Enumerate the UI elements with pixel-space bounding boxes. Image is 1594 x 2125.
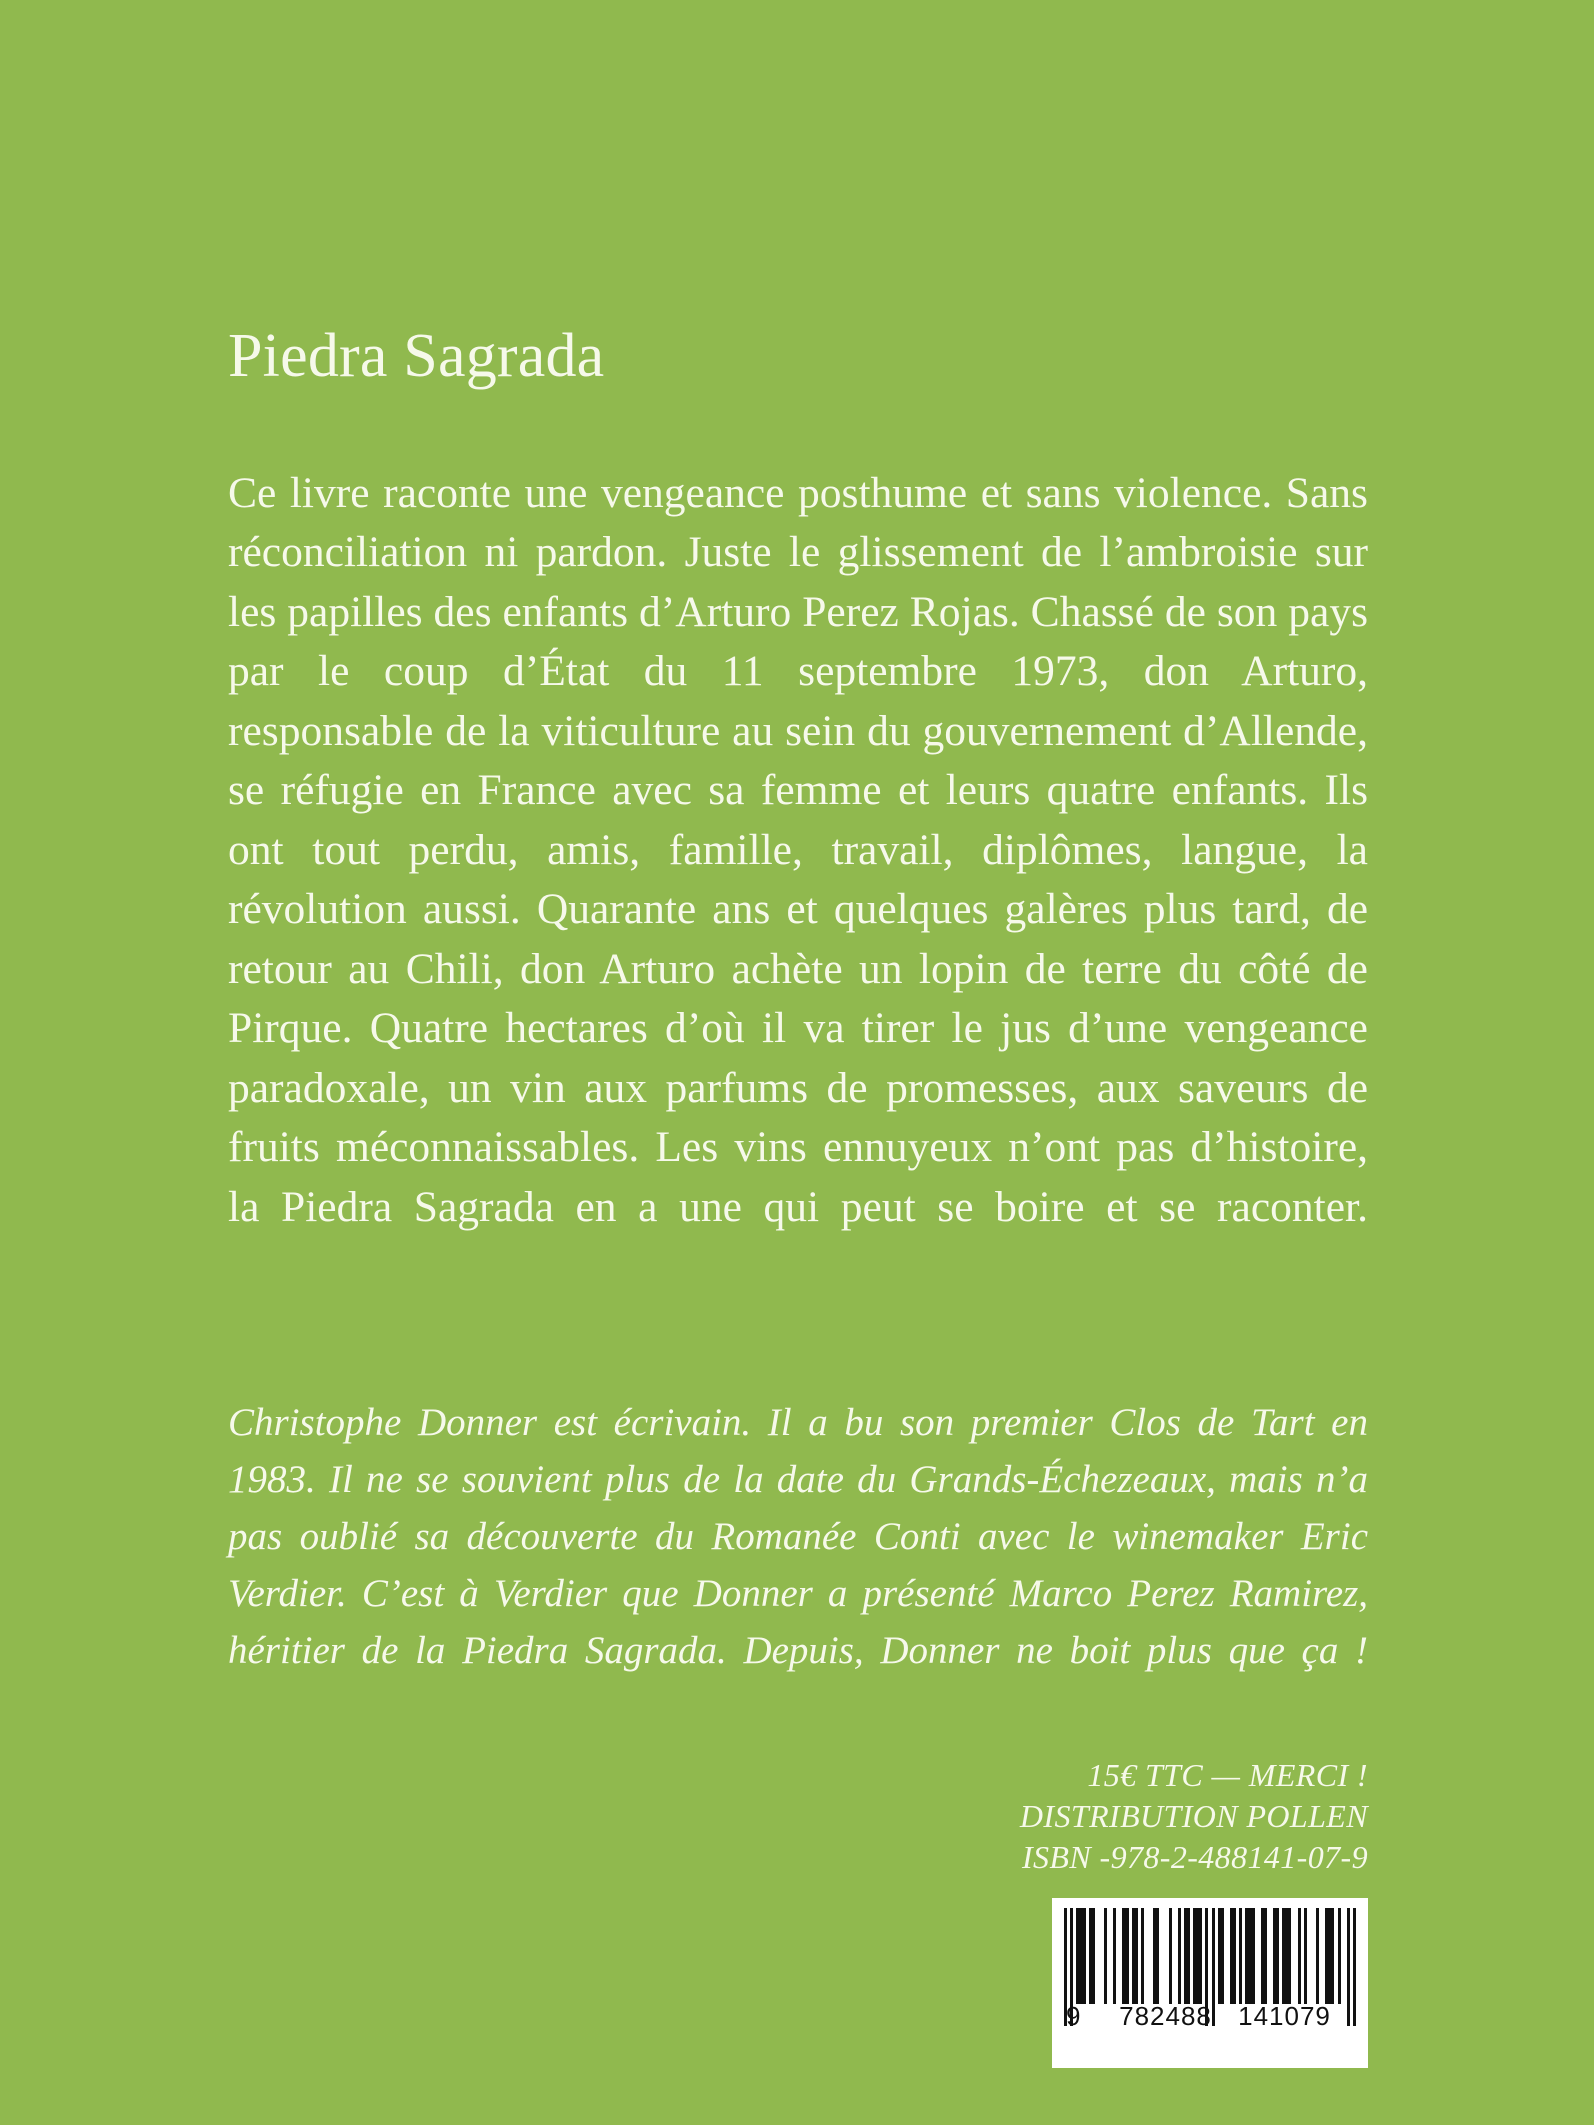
book-title: Piedra Sagrada <box>228 321 605 390</box>
back-cover-blurb: Ce livre raconte une vengeance posthume et sans violence. Sans réconciliation ni pardon. Juste le glissement de l’ambroisie sur les papilles des enfants d’Arturo Perez Rojas. Chassé de son pays par le coup d’État du 11 septembre 1973, don Arturo, responsable de la viticulture au sein du gouvernement d’Allende, se réfugie en France avec sa femme et leurs quatre enfants. Ils ont tout perdu, amis, famille, travail, diplômes, langue, la révolution aussi. Quarante ans et quelques galères plus tard, de retour au Chili, don Arturo achète un lopin de terre du côté de Pirque. Quatre hectares d’où il va tirer le jus d’une vengeance paradoxale, un vin aux parfums de promesses, aux saveurs de fruits méconnaissables. Les vins ennuyeux n’ont pas d’histoire, la Piedra Sagrada en a une qui peut se boire et se raconter. <box>228 468 1368 1231</box>
ean13-barcode <box>1052 1898 1368 2068</box>
barcode-digits-left: 782488 <box>1119 2001 1212 2031</box>
isbn-line: ISBN -978-2-488141-07-9 <box>1021 1839 1368 1875</box>
price-line: 15€ TTC — MERCI ! <box>1087 1757 1368 1793</box>
distribution-line: DISTRIBUTION POLLEN <box>1019 1798 1368 1834</box>
author-bio: Christophe Donner est écrivain. Il a bu son premier Clos de Tart en 1983. Il ne se souvient plus de la date du Grands-Échezeaux, mais n’a pas oublié sa découverte du Romanée Conti avec le winemaker Eric Verdier. C’est à Verdier que Donner a présenté Marco Perez Ramirez, héritier de la Piedra Sagrada. Depuis, Donner ne boit plus que ça ! <box>228 1401 1368 1672</box>
barcode-digits <box>1064 1992 1356 2032</box>
imprint-block <box>1020 1755 1368 1878</box>
barcode-digits-right: 141079 <box>1238 2001 1331 2031</box>
barcode-digit-leading: 9 <box>1066 2001 1082 2031</box>
